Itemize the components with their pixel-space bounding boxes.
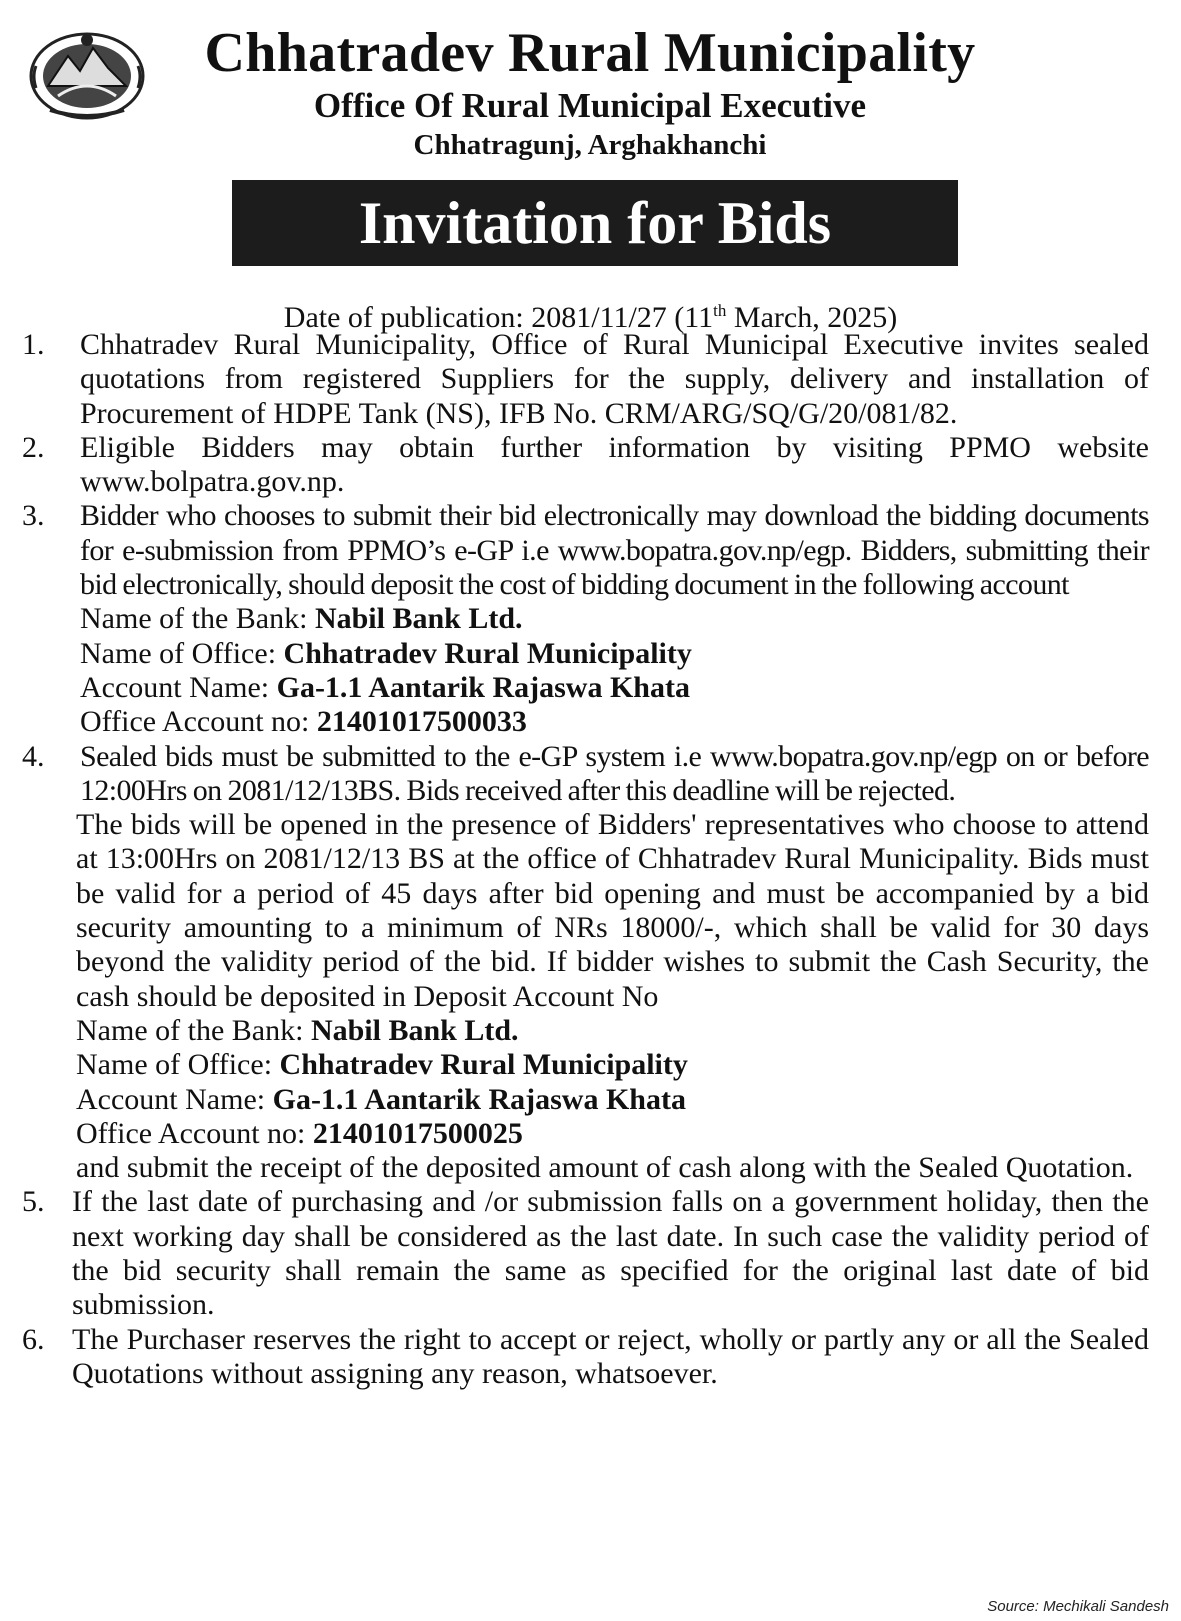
location: Chhatragunj, Arghakhanchi xyxy=(413,129,767,161)
bank-name-line: Name of the Bank: Nabil Bank Ltd. xyxy=(80,602,523,636)
account-number-line: Office Account no: 21401017500025 xyxy=(76,1116,523,1150)
item-text-opening: The bids will be opened in the presence of Bidders' representatives who choose to attend at 13:00Hrs on 2081/12/13 BS at the office of Chhatradev Rural Municipality. Bids must be valid for a period of 45 days after bid opening and must be accompanied by a bid security amounting to a minimum of NRs 18000/-, which shall be valid for 30 days beyond the validity period of the bid. If bidder wishes to submit the Cash Security, the cash should be deposited in Deposit Account No xyxy=(76,808,1149,1013)
header xyxy=(150,22,1030,162)
item-text: Sealed bids must be submitted to the e-GP system i.e www.bopatra.gov.np/egp on or before 12:00Hrs on 2081/12/13BS. Bids received after this deadline will be rejected. xyxy=(80,739,1149,807)
item-number: 1. xyxy=(22,328,45,361)
list-item xyxy=(0,499,1181,739)
bank-name-line: Name of the Bank: Nabil Bank Ltd. xyxy=(76,1013,519,1047)
item-number: 2. xyxy=(22,430,45,464)
item-number: 5. xyxy=(22,1185,45,1219)
account-name-line: Account Name: Ga-1.1 Aantarik Rajaswa Khata xyxy=(76,1082,686,1116)
list-item xyxy=(0,1185,1181,1322)
office-name-line: Name of Office: Chhatradev Rural Municipality xyxy=(80,636,692,670)
item-number: 3. xyxy=(22,499,45,533)
list-item xyxy=(0,740,1181,1186)
item-text: Chhatradev Rural Municipality, Office of Rural Municipal Executive invites sealed quotations from registered Suppliers for the supply, delivery and installation of Procurement of HDPE Tank (NS), IFB No. CRM/ARG/SQ/G/20/081/82. xyxy=(80,328,1149,430)
item-text: If the last date of purchasing and /or submission falls on a government holiday, then the next working day shall be considered as the last date. In such case the validity period of the bid security shall remain the same as specified for the original last date of bid submission. xyxy=(72,1185,1149,1322)
account-number-line: Office Account no: 21401017500033 xyxy=(80,705,527,739)
account-name-line: Account Name: Ga-1.1 Aantarik Rajaswa Khata xyxy=(80,670,690,704)
invitation-banner: Invitation for Bids xyxy=(232,180,958,266)
item-number: 6. xyxy=(22,1322,45,1356)
item-text: The Purchaser reserves the right to accept or reject, wholly or partly any or all the Sealed Quotations without assigning any reason, whatsoever. xyxy=(72,1322,1149,1390)
office-name: Office Of Rural Municipal Executive xyxy=(313,86,867,125)
list-item xyxy=(0,328,1181,431)
office-name-line: Name of Office: Chhatradev Rural Municipality xyxy=(76,1048,688,1082)
notice-body xyxy=(0,328,1181,1391)
list-item xyxy=(0,1323,1181,1392)
list-item xyxy=(0,431,1181,500)
item-text: Bidder who chooses to submit their bid electronically may download the bidding documents for e-submission from PPMO’s e-GP i.e www.bopatra.gov.np/egp. Bidders, submitting their bid electronically, should deposit the cost of bidding document in the following account xyxy=(80,499,1149,602)
source-credit: Source: Mechikali Sandesh xyxy=(987,1598,1169,1615)
item-text: Eligible Bidders may obtain further information by visiting PPMO website www.bolpatra.gov.np. xyxy=(80,430,1149,499)
publication-date: Date of publication: 2081/11/27 (11th March, 2025) xyxy=(283,301,898,334)
item-number: 4. xyxy=(22,739,45,773)
nepal-emblem-icon xyxy=(28,26,146,121)
municipality-title: Chhatradev Rural Municipality xyxy=(204,22,976,84)
item-text-receipt: and submit the receipt of the deposited amount of cash along with the Sealed Quotation. xyxy=(76,1151,1134,1185)
